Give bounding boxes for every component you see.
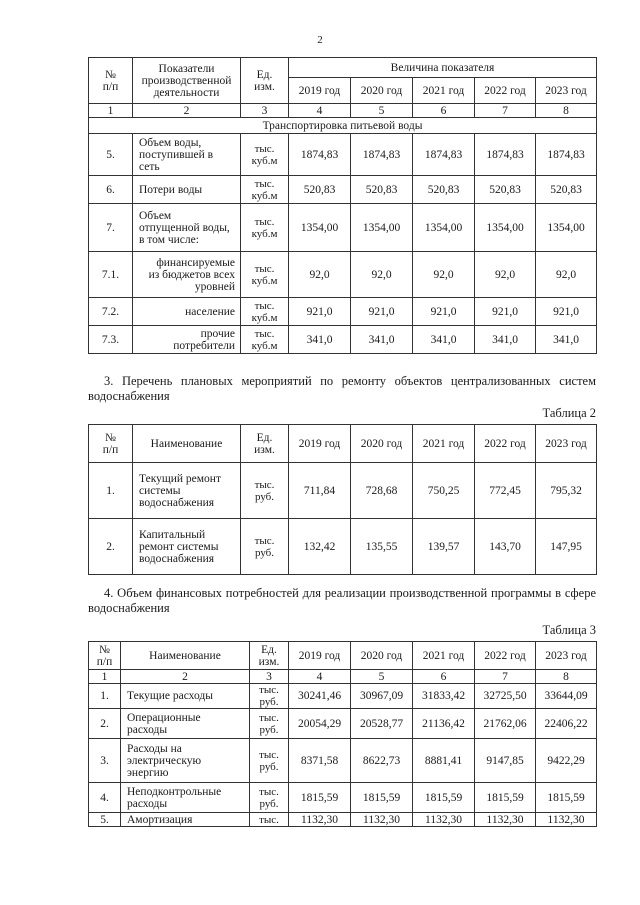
col-number: 2 <box>133 104 241 118</box>
row-value: 1815,59 <box>413 783 475 813</box>
row-value: 1815,59 <box>475 783 536 813</box>
row-number: 5. <box>89 813 121 827</box>
row-value: 1354,00 <box>289 204 351 252</box>
row-value: 33644,09 <box>536 684 597 709</box>
table-row <box>89 783 597 813</box>
row-value: 1874,83 <box>413 134 475 176</box>
row-number: 7.3. <box>89 326 133 354</box>
row-unit: тыс. куб.м <box>241 134 289 176</box>
row-value: 8371,58 <box>289 739 351 783</box>
row-name: Расходы на электрическую энергию <box>121 739 250 783</box>
row-unit: тыс. руб. <box>250 739 289 783</box>
production-indicators-table <box>88 57 597 354</box>
col-number: 3 <box>241 104 289 118</box>
header-indicator: Показатели производственной деятельности <box>133 58 241 104</box>
row-unit: тыс. <box>250 813 289 827</box>
row-value: 8622,73 <box>351 739 413 783</box>
row-name: Операционные расходы <box>121 709 250 739</box>
row-value: 341,0 <box>536 326 597 354</box>
row-name: Текущие расходы <box>121 684 250 709</box>
row-value: 341,0 <box>475 326 536 354</box>
row-value: 772,45 <box>475 463 536 519</box>
row-value: 1132,30 <box>536 813 597 827</box>
row-number: 1. <box>89 463 133 519</box>
row-number: 1. <box>89 684 121 709</box>
table-row <box>89 134 597 176</box>
row-value: 147,95 <box>536 519 597 575</box>
col-number: 2 <box>121 670 250 684</box>
header-unit: Ед. изм. <box>241 425 289 463</box>
col-number: 4 <box>289 104 351 118</box>
row-unit: тыс. куб.м <box>241 326 289 354</box>
table-row <box>89 813 597 827</box>
row-value: 92,0 <box>289 252 351 298</box>
header-year: 2021 год <box>413 78 475 104</box>
row-value: 92,0 <box>475 252 536 298</box>
header-year: 2020 год <box>351 78 413 104</box>
header-num: № п/п <box>89 425 133 463</box>
header-year: 2020 год <box>351 642 413 670</box>
header-year: 2022 год <box>475 642 536 670</box>
header-unit: Ед. изм. <box>250 642 289 670</box>
table-row <box>89 176 597 204</box>
row-value: 1354,00 <box>475 204 536 252</box>
row-unit: тыс. руб. <box>241 519 289 575</box>
row-name: Объем воды, поступившей в сеть <box>133 134 241 176</box>
table-row <box>89 739 597 783</box>
row-value: 921,0 <box>536 298 597 326</box>
section-4-heading: 4. Объем финансовых потребностей для реализации производственной программы в сфере водоснабжения <box>88 586 596 615</box>
row-unit: тыс. куб.м <box>241 252 289 298</box>
row-value: 1132,30 <box>413 813 475 827</box>
col-number: 6 <box>413 104 475 118</box>
col-number: 8 <box>536 670 597 684</box>
row-number: 2. <box>89 519 133 575</box>
row-number: 3. <box>89 739 121 783</box>
row-unit: тыс. руб. <box>250 709 289 739</box>
row-number: 2. <box>89 709 121 739</box>
row-value: 20528,77 <box>351 709 413 739</box>
col-number: 5 <box>351 104 413 118</box>
row-value: 31833,42 <box>413 684 475 709</box>
row-value: 1874,83 <box>475 134 536 176</box>
table-row <box>89 519 597 575</box>
row-value: 32725,50 <box>475 684 536 709</box>
row-value: 92,0 <box>536 252 597 298</box>
row-name: Амортизация <box>121 813 250 827</box>
row-value: 1874,83 <box>536 134 597 176</box>
header-year: 2023 год <box>536 642 597 670</box>
col-number: 3 <box>250 670 289 684</box>
row-name: Объем отпущенной воды, в том числе: <box>133 204 241 252</box>
table-row <box>89 463 597 519</box>
row-unit: тыс. руб. <box>241 463 289 519</box>
header-unit: Ед. изм. <box>241 58 289 104</box>
col-number: 4 <box>289 670 351 684</box>
header-num: № п/п <box>89 642 121 670</box>
col-number: 1 <box>89 104 133 118</box>
row-value: 921,0 <box>289 298 351 326</box>
header-year: 2019 год <box>289 425 351 463</box>
row-value: 520,83 <box>289 176 351 204</box>
row-value: 1132,30 <box>289 813 351 827</box>
row-number: 7.1. <box>89 252 133 298</box>
header-year: 2021 год <box>413 642 475 670</box>
col-number: 8 <box>536 104 597 118</box>
row-value: 132,42 <box>289 519 351 575</box>
header-year: 2023 год <box>536 425 597 463</box>
col-number: 5 <box>351 670 413 684</box>
col-number: 1 <box>89 670 121 684</box>
row-name: финансируемые из бюджетов всех уровней <box>133 252 241 298</box>
row-value: 341,0 <box>413 326 475 354</box>
header-year: 2022 год <box>475 425 536 463</box>
page-number: 2 <box>317 34 323 46</box>
row-name: Капитальный ремонт системы водоснабжения <box>133 519 241 575</box>
col-number: 6 <box>413 670 475 684</box>
row-number: 7.2. <box>89 298 133 326</box>
row-value: 30967,09 <box>351 684 413 709</box>
row-unit: тыс. куб.м <box>241 176 289 204</box>
row-value: 22406,22 <box>536 709 597 739</box>
row-value: 135,55 <box>351 519 413 575</box>
header-year: 2021 год <box>413 425 475 463</box>
header-name: Наименование <box>121 642 250 670</box>
header-year: 2022 год <box>475 78 536 104</box>
table-row <box>89 326 597 354</box>
section-3-heading: 3. Перечень плановых мероприятий по ремонту объектов централизованных систем водоснабжения <box>88 374 596 403</box>
row-value: 520,83 <box>475 176 536 204</box>
header-value-group: Величина показателя <box>289 58 597 78</box>
row-value: 1132,30 <box>475 813 536 827</box>
row-value: 520,83 <box>536 176 597 204</box>
row-value: 728,68 <box>351 463 413 519</box>
row-value: 1354,00 <box>351 204 413 252</box>
row-value: 1815,59 <box>351 783 413 813</box>
table-row <box>89 252 597 298</box>
header-year: 2020 год <box>351 425 413 463</box>
table-row <box>89 709 597 739</box>
row-value: 92,0 <box>351 252 413 298</box>
financial-needs-table <box>88 641 597 827</box>
row-value: 921,0 <box>351 298 413 326</box>
table-3-caption: Таблица 3 <box>542 623 596 637</box>
row-unit: тыс. руб. <box>250 684 289 709</box>
table-2-caption: Таблица 2 <box>542 406 596 420</box>
header-name: Наименование <box>133 425 241 463</box>
row-value: 30241,46 <box>289 684 351 709</box>
row-value: 1815,59 <box>536 783 597 813</box>
table-row <box>89 204 597 252</box>
header-num: № п/п <box>89 58 133 104</box>
header-year: 2019 год <box>289 78 351 104</box>
row-value: 9147,85 <box>475 739 536 783</box>
row-value: 21136,42 <box>413 709 475 739</box>
row-value: 750,25 <box>413 463 475 519</box>
row-number: 5. <box>89 134 133 176</box>
table-row <box>89 684 597 709</box>
row-value: 139,57 <box>413 519 475 575</box>
row-name: Потери воды <box>133 176 241 204</box>
col-number: 7 <box>475 104 536 118</box>
row-value: 341,0 <box>351 326 413 354</box>
row-value: 9422,29 <box>536 739 597 783</box>
row-value: 520,83 <box>413 176 475 204</box>
row-value: 1354,00 <box>413 204 475 252</box>
col-number: 7 <box>475 670 536 684</box>
row-value: 795,32 <box>536 463 597 519</box>
row-number: 6. <box>89 176 133 204</box>
table-row <box>89 298 597 326</box>
row-unit: тыс. куб.м <box>241 298 289 326</box>
header-year: 2023 год <box>536 78 597 104</box>
repair-measures-table <box>88 424 597 575</box>
section-title: Транспортировка питьевой воды <box>89 118 597 134</box>
row-unit: тыс. куб.м <box>241 204 289 252</box>
row-value: 341,0 <box>289 326 351 354</box>
row-unit: тыс. руб. <box>250 783 289 813</box>
row-value: 21762,06 <box>475 709 536 739</box>
row-number: 7. <box>89 204 133 252</box>
row-value: 20054,29 <box>289 709 351 739</box>
row-value: 1132,30 <box>351 813 413 827</box>
header-year: 2019 год <box>289 642 351 670</box>
row-value: 92,0 <box>413 252 475 298</box>
row-value: 1874,83 <box>289 134 351 176</box>
row-number: 4. <box>89 783 121 813</box>
row-value: 921,0 <box>475 298 536 326</box>
row-value: 8881,41 <box>413 739 475 783</box>
row-name: население <box>133 298 241 326</box>
row-value: 143,70 <box>475 519 536 575</box>
row-value: 1815,59 <box>289 783 351 813</box>
row-name: прочие потребители <box>133 326 241 354</box>
row-name: Текущий ремонт системы водоснабжения <box>133 463 241 519</box>
row-value: 1874,83 <box>351 134 413 176</box>
row-value: 1354,00 <box>536 204 597 252</box>
row-value: 520,83 <box>351 176 413 204</box>
row-value: 921,0 <box>413 298 475 326</box>
row-name: Неподконтрольные расходы <box>121 783 250 813</box>
row-value: 711,84 <box>289 463 351 519</box>
